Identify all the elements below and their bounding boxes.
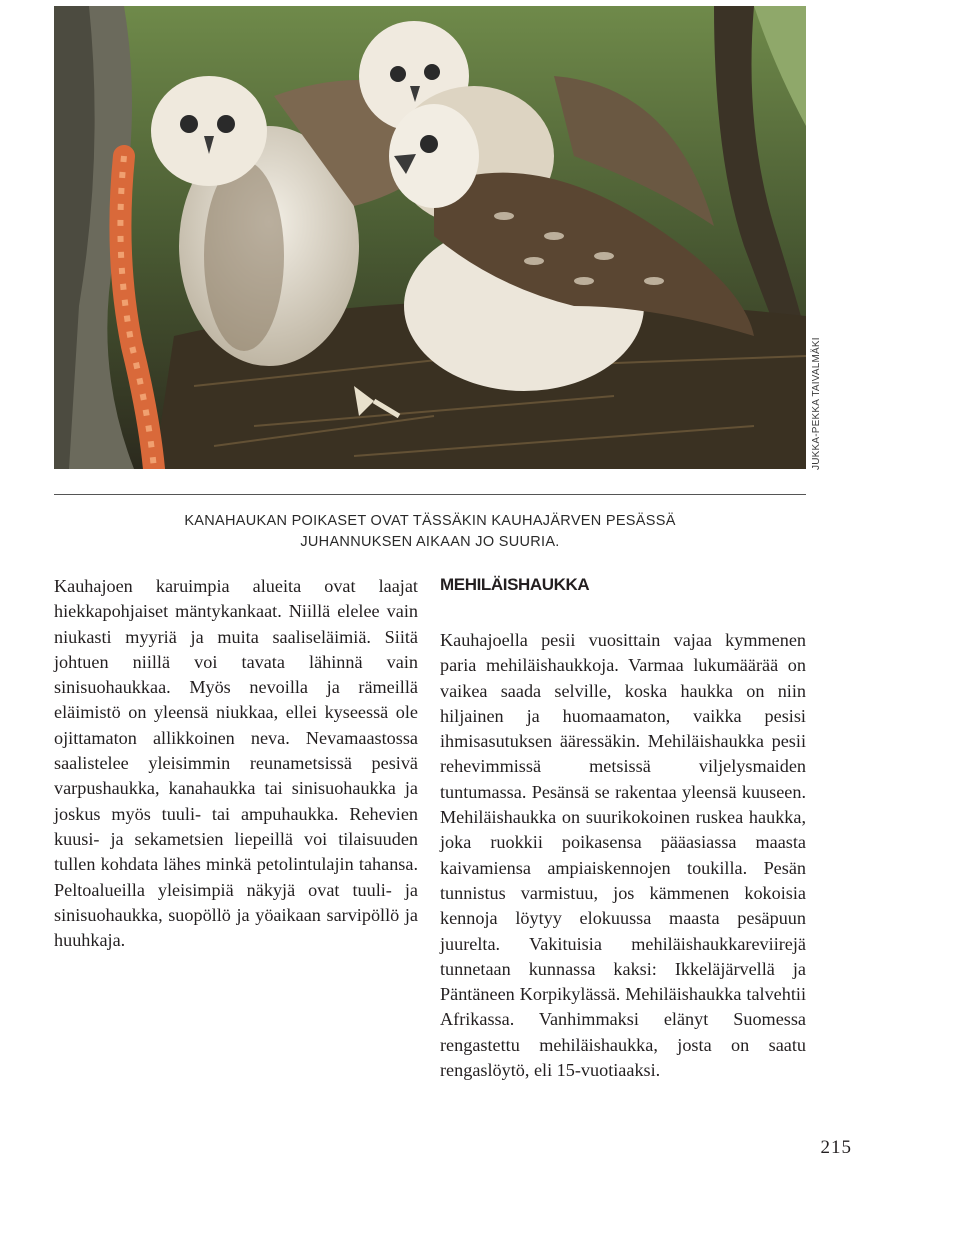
photo-caption: [54, 511, 806, 553]
hawk-chicks-photo: [54, 6, 806, 469]
caption-line-1: KANAHAUKAN POIKASET OVAT TÄSSÄKIN KAUHAJÄRVEN PESÄSSÄ: [184, 513, 676, 529]
photo-credit: [806, 330, 828, 470]
page-number: 215: [820, 1137, 852, 1158]
caption-line-2: JUHANNUKSEN AIKAAN JO SUURIA.: [300, 534, 560, 550]
left-column-paragraph: Kauhajoen karuimpia alueita ovat laajat hiekkapohjaiset mäntykankaat. Niillä elelee vain niukasti myyriä ja muita saaliseläimiä. Siitä johtuen niillä voi tavata lähinnä vain sinisuohaukkaa. Myös nevoilla ja rämeillä eläimistö on yleensä niukkaa, ellei kyseessä ole ojittamaton allikkoinen neva. Nevamaastossa saalistelee yleisimmin reunametsissä pesivä varpushaukka, kanahaukka tai sinisuohaukka ja joskus myös tuuli- tai ampuhaukka. Rehevien kuusi- ja sekametsien liepeillä voi tilaisuuden tullen kohdata lähes minkä petolintulajin tahansa. Peltoalueilla yleisimpiä näkyjä ovat tuuli- ja sinisuohaukka, suopöllö ja yöaikaan sarvipöllö ja huuhkaja.: [54, 576, 418, 951]
left-column: [54, 574, 418, 953]
right-column: [440, 628, 806, 1083]
hawk-chicks-illustration: [54, 6, 806, 469]
section-heading: MEHILÄISHAUKKA: [440, 575, 590, 594]
caption-divider: [54, 494, 806, 495]
photo-credit-text: JUKKA-PEKKA TAIVALMÄKI: [811, 337, 822, 470]
right-column-paragraph: Kauhajoella pesii vuosittain vajaa kymmenen paria mehiläishaukkoja. Varmaa lukumäärää on vaikea saada selville, koska haukka on niin hiljainen ja huomaamaton, vaikka pesisi ihmisasutuksen ääressäkin. Mehiläishaukka pesii rehevimmissä metsissä viljelysmaiden tuntumassa. Pesänsä se rakentaa yleensä kuuseen. Mehiläishaukka on suurikokoinen ruskea haukka, joka ruokkii poikasensa pääasiassa maasta kaivamiensa ampiaiskennojen toukilla. Pesän tunnistus varmistuu, jos kämmenen kokoisia kennoja löytyy elokuussa maasta pesäpuun juurelta. Vakituisia mehiläishaukkareviirejä tunnetaan kunnassa kaksi: Ikkeläjärvellä ja Päntäneen Korpikylässä. Mehiläishaukka talvehtii Afrikassa. Vanhimmaksi elänyt Suomessa rengastettu mehiläishaukka, josta on saatu rengaslöytö, eli 15-vuotiaaksi.: [440, 630, 806, 1081]
